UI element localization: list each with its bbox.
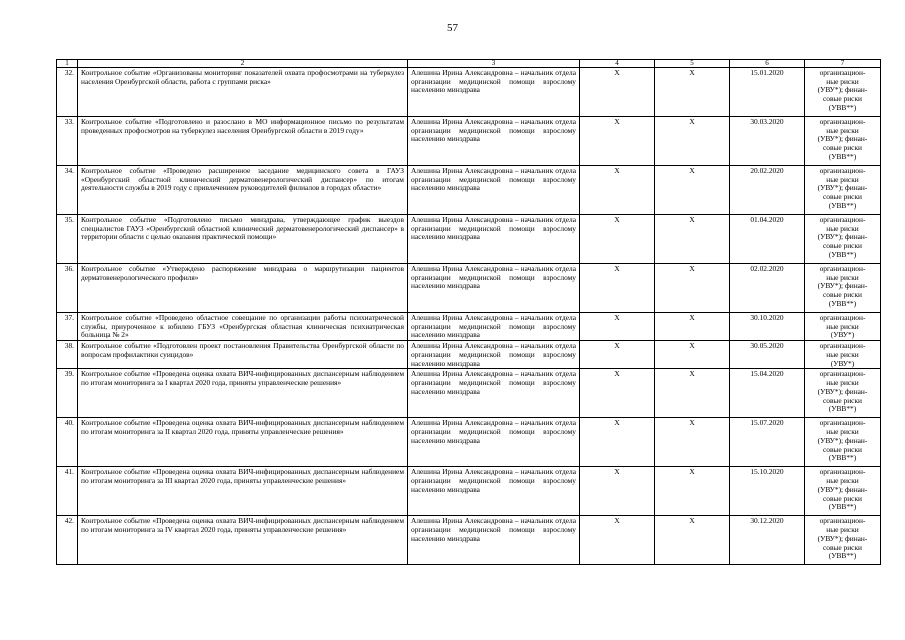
risks-cell (805, 166, 881, 215)
deadline-date-cell: 30.05.2020 (730, 341, 805, 369)
table-row (57, 341, 881, 369)
risk-text-line: (УВВ**) (828, 502, 857, 512)
column-4-cell: X (580, 166, 655, 215)
event-cell: Контрольное событие «Подготовлено и разослано в МО информационное письмо по результатам проведенных профосмотров на туберкулез населения Оренбургской области в 2019 году» (78, 117, 408, 166)
risk-text-line: (УВУ*); финан- (817, 134, 868, 144)
risk-text-line: (УВВ**) (828, 404, 857, 414)
row-number-cell: 37. (57, 313, 78, 341)
risk-text-line: организацион- (819, 467, 866, 477)
risk-text-line: (УВВ**) (828, 151, 857, 161)
table-row (57, 369, 881, 418)
risk-text-line: (УВУ*) (830, 330, 855, 340)
risk-text-line: (УВУ*); финан- (817, 85, 868, 95)
responsible-cell: Алешина Ирина Александровна – начальник отдела организации медицинской помощи взрослому населению минздрава (408, 467, 580, 516)
deadline-date-cell: 30.12.2020 (730, 516, 805, 565)
table-row (57, 313, 881, 341)
risk-text-line: совые риски (822, 192, 863, 202)
event-cell: Контрольное событие «Проведена оценка охвата ВИЧ-инфицированных диспансерным наблюдением по итогам мониторинга за III квартал 2020 года, приняты управленческие решения» (78, 467, 408, 516)
risk-text-line: (УВУ*); финан- (817, 386, 868, 396)
column-number: 5 (655, 60, 730, 68)
risk-text-line: ные риски (826, 321, 859, 331)
table-row (57, 516, 881, 565)
risk-text-line: организацион- (819, 166, 866, 175)
responsible-cell: Алешина Ирина Александровна – начальник отдела организации медицинской помощи взрослому населению минздрава (408, 166, 580, 215)
deadline-date-cell: 15.04.2020 (730, 369, 805, 418)
risk-text-line: (УВУ*); финан- (817, 533, 868, 543)
responsible-cell: Алешина Ирина Александровна – начальник отдела организации медицинской помощи взрослому населению минздрава (408, 68, 580, 117)
risk-text-line: (УВВ**) (828, 453, 857, 463)
risk-text-line: (УВУ*); финан- (817, 435, 868, 445)
deadline-date-cell: 20.02.2020 (730, 166, 805, 215)
event-cell: Контрольное событие «Утверждено распоряжение минздрава о маршрутизации пациентов дерматовенерологического профиля» (78, 264, 408, 313)
risks-cell (805, 418, 881, 467)
column-4-cell: X (580, 341, 655, 369)
risk-text-line: ные риски (826, 427, 859, 437)
risk-text-line: организацион- (819, 313, 866, 322)
column-4-cell: X (580, 418, 655, 467)
column-4-cell: X (580, 467, 655, 516)
event-cell: Контрольное событие «Проведена оценка охвата ВИЧ-инфицированных диспансерным наблюдением по итогам мониторинга за I квартал 2020 года, приняты управленческие решения» (78, 369, 408, 418)
risks-cell (805, 215, 881, 264)
risk-text-line: ные риски (826, 76, 859, 86)
column-5-cell: X (655, 117, 730, 166)
risk-text-line: организацион- (819, 369, 866, 379)
risk-text-line: ные риски (826, 349, 859, 359)
event-cell: Контрольное событие «Проведено областное совещание по организации работы психиатрической службы, приуроченное к юбилею ГБУЗ «Оренбургская областная клиническая психиатрическая больница № 2» (78, 313, 408, 341)
event-cell: Контрольное событие «Проведено расширенное заседание медицинского совета в ГАУЗ «Оренбургский областной клинический дерматовенерологический диспансер» по итогам деятельности службы в 2019 году с привлечением руководителей филиалов в городах области» (78, 166, 408, 215)
risk-text-line: организацион- (819, 341, 866, 351)
event-cell: Контрольное событие «Подготовлен проект постановления Правительства Оренбургской области по вопросам профилактики суицидов» (78, 341, 408, 369)
table-row (57, 467, 881, 516)
responsible-cell: Алешина Ирина Александровна – начальник отдела организации медицинской помощи взрослому населению минздрава (408, 117, 580, 166)
event-cell: Контрольное событие «Подготовлено письмо минздрава, утверждающее график выездов специалистов ГАУЗ «Оренбургский областной клинический дерматовенерологический диспансер» в территории области с целью оказания практической помощи» (78, 215, 408, 264)
column-5-cell: X (655, 264, 730, 313)
risks-cell (805, 68, 881, 117)
column-number: 4 (580, 60, 655, 68)
risk-text-line: (УВВ**) (828, 249, 857, 259)
deadline-date-cell: 15.10.2020 (730, 467, 805, 516)
responsible-cell: Алешина Ирина Александровна – начальник отдела организации медицинской помощи взрослому населению минздрава (408, 215, 580, 264)
deadline-date-cell: 01.04.2020 (730, 215, 805, 264)
column-4-cell: X (580, 516, 655, 565)
risk-text-line: организацион- (819, 215, 866, 224)
responsible-cell: Алешина Ирина Александровна – начальник отдела организации медицинской помощи взрослому населению минздрава (408, 341, 580, 369)
table-row (57, 215, 881, 264)
risk-text-line: (УВВ**) (828, 200, 857, 210)
column-5-cell: X (655, 341, 730, 369)
risk-text-line: совые риски (822, 395, 863, 405)
responsible-cell: Алешина Ирина Александровна – начальник отдела организации медицинской помощи взрослому населению минздрава (408, 418, 580, 467)
event-cell: Контрольное событие «Организованы мониторинг показателей охвата профосмотрами на туберкулез населения Оренбургской области, работа с группами риска» (78, 68, 408, 117)
risk-text-line: ные риски (826, 272, 859, 282)
column-5-cell: X (655, 467, 730, 516)
row-number-cell: 42. (57, 516, 78, 565)
risk-text-line: (УВУ*); финан- (817, 232, 868, 242)
table-body (57, 60, 881, 565)
risk-text-line: ные риски (826, 174, 859, 184)
column-4-cell: X (580, 313, 655, 341)
risk-text-line: совые риски (822, 444, 863, 454)
column-4-cell: X (580, 215, 655, 264)
risks-cell (805, 264, 881, 313)
risk-text-line: ные риски (826, 223, 859, 233)
column-5-cell: X (655, 68, 730, 117)
responsible-cell: Алешина Ирина Александровна – начальник отдела организации медицинской помощи взрослому населению минздрава (408, 516, 580, 565)
risk-text-line: ные риски (826, 125, 859, 135)
row-number-cell: 38. (57, 341, 78, 369)
deadline-date-cell: 30.03.2020 (730, 117, 805, 166)
risk-text-line: организацион- (819, 264, 866, 273)
row-number-cell: 39. (57, 369, 78, 418)
risk-text-line: ные риски (826, 378, 859, 388)
risk-text-line: совые риски (822, 241, 863, 251)
column-5-cell: X (655, 369, 730, 418)
risk-text-line: (УВВ**) (828, 551, 857, 561)
deadline-date-cell: 02.02.2020 (730, 264, 805, 313)
risk-text-line: совые риски (822, 94, 863, 104)
table-row (57, 68, 881, 117)
row-number-cell: 33. (57, 117, 78, 166)
column-5-cell: X (655, 166, 730, 215)
page-number: 57 (447, 22, 458, 34)
deadline-date-cell: 30.10.2020 (730, 313, 805, 341)
column-4-cell: X (580, 264, 655, 313)
event-cell: Контрольное событие «Проведена оценка охвата ВИЧ-инфицированных диспансерным наблюдением по итогам мониторинга за IV квартал 2020 года, приняты управленческие решения» (78, 516, 408, 565)
column-4-cell: X (580, 117, 655, 166)
row-number-cell: 32. (57, 68, 78, 117)
column-4-cell: X (580, 68, 655, 117)
risk-text-line: организацион- (819, 516, 866, 526)
risks-cell (805, 313, 881, 341)
risk-text-line: совые риски (822, 542, 863, 552)
column-number-row (57, 60, 881, 68)
risk-text-line: совые риски (822, 143, 863, 153)
table-row (57, 418, 881, 467)
risks-cell (805, 369, 881, 418)
column-5-cell: X (655, 418, 730, 467)
risk-text-line: организацион- (819, 117, 866, 126)
risks-cell (805, 117, 881, 166)
row-number-cell: 36. (57, 264, 78, 313)
column-number: 7 (805, 60, 881, 68)
responsible-cell: Алешина Ирина Александровна – начальник отдела организации медицинской помощи взрослому населению минздрава (408, 313, 580, 341)
row-number-cell: 40. (57, 418, 78, 467)
risk-text-line: ные риски (826, 476, 859, 486)
risks-cell (805, 467, 881, 516)
column-5-cell: X (655, 313, 730, 341)
risk-text-line: совые риски (822, 290, 863, 300)
risk-text-line: совые риски (822, 493, 863, 503)
risk-text-line: (УВУ*); финан- (817, 183, 868, 193)
risk-text-line: (УВУ*) (830, 358, 855, 368)
responsible-cell: Алешина Ирина Александровна – начальник отдела организации медицинской помощи взрослому населению минздрава (408, 369, 580, 418)
table-row (57, 264, 881, 313)
column-4-cell: X (580, 369, 655, 418)
table-row (57, 166, 881, 215)
risk-text-line: (УВУ*); финан- (817, 281, 868, 291)
column-number: 1 (57, 60, 78, 68)
risk-text-line: ные риски (826, 525, 859, 535)
column-number: 3 (408, 60, 580, 68)
risks-cell (805, 516, 881, 565)
deadline-date-cell: 15.07.2020 (730, 418, 805, 467)
risk-text-line: (УВВ**) (828, 102, 857, 112)
row-number-cell: 35. (57, 215, 78, 264)
risk-text-line: (УВВ**) (828, 298, 857, 308)
event-cell: Контрольное событие «Проведена оценка охвата ВИЧ-инфицированных диспансерным наблюдением по итогам мониторинга за II квартал 2020 года, приняты управленческие решения» (78, 418, 408, 467)
responsible-cell: Алешина Ирина Александровна – начальник отдела организации медицинской помощи взрослому населению минздрава (408, 264, 580, 313)
deadline-date-cell: 15.01.2020 (730, 68, 805, 117)
risks-cell (805, 341, 881, 369)
control-events-table (56, 59, 881, 565)
risk-text-line: организацион- (819, 68, 866, 77)
column-5-cell: X (655, 516, 730, 565)
risk-text-line: (УВУ*); финан- (817, 484, 868, 494)
column-5-cell: X (655, 215, 730, 264)
table-row (57, 117, 881, 166)
column-number: 2 (78, 60, 408, 68)
column-number: 6 (730, 60, 805, 68)
risk-text-line: организацион- (819, 418, 866, 428)
row-number-cell: 41. (57, 467, 78, 516)
row-number-cell: 34. (57, 166, 78, 215)
